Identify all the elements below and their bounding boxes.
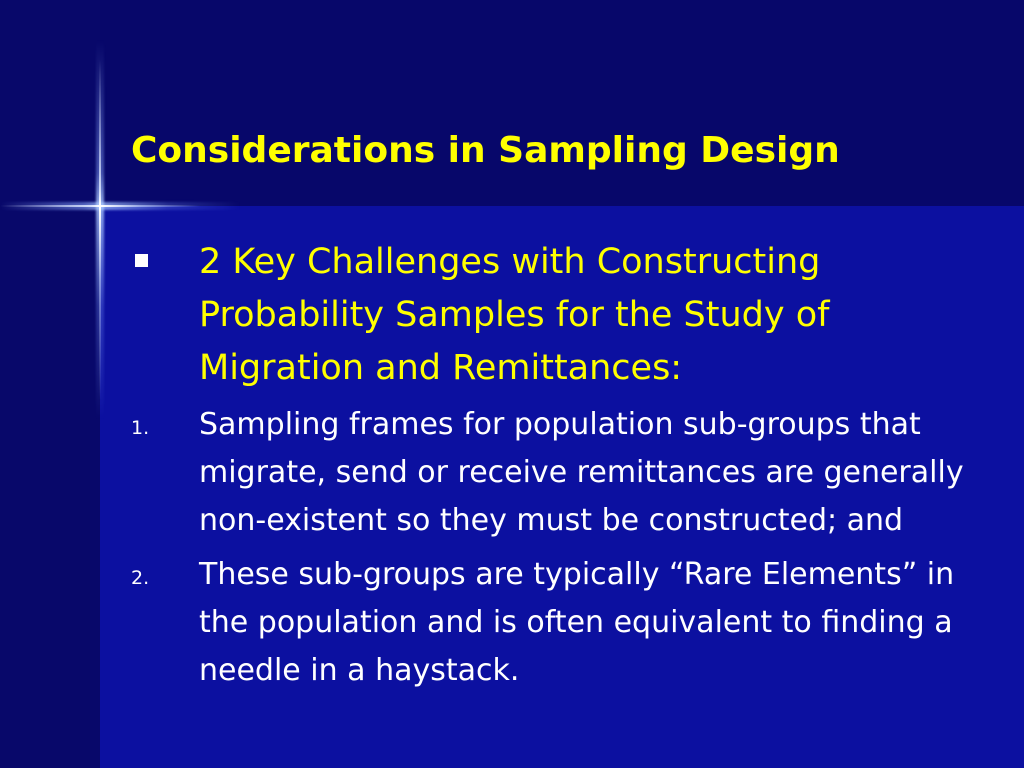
header-band [0,0,1024,206]
slide-content [131,236,1011,695]
slide-title: Considerations in Sampling Design [131,130,840,171]
sparkle-line-vertical [99,60,101,400]
bullet-marker [131,236,199,271]
item-number: 2. [131,567,150,589]
bullet-item [131,236,1011,395]
item-number: 1. [131,417,150,439]
item-text: These sub-groups are typically “Rare Elements” in the population and is often equivalent to finding a needle in a haystack. [199,557,955,688]
item-text: Sampling frames for population sub-groups that migrate, send or receive remittances are generally non-existent so they must be constructed; and [199,407,964,538]
bullet-text: 2 Key Challenges with Constructing Probability Samples for the Study of Migration and Remittances: [199,242,830,388]
numbered-item-1 [131,401,1011,545]
numbered-item-2 [131,551,1011,695]
square-bullet-icon [135,254,148,267]
left-margin-band [0,0,100,768]
